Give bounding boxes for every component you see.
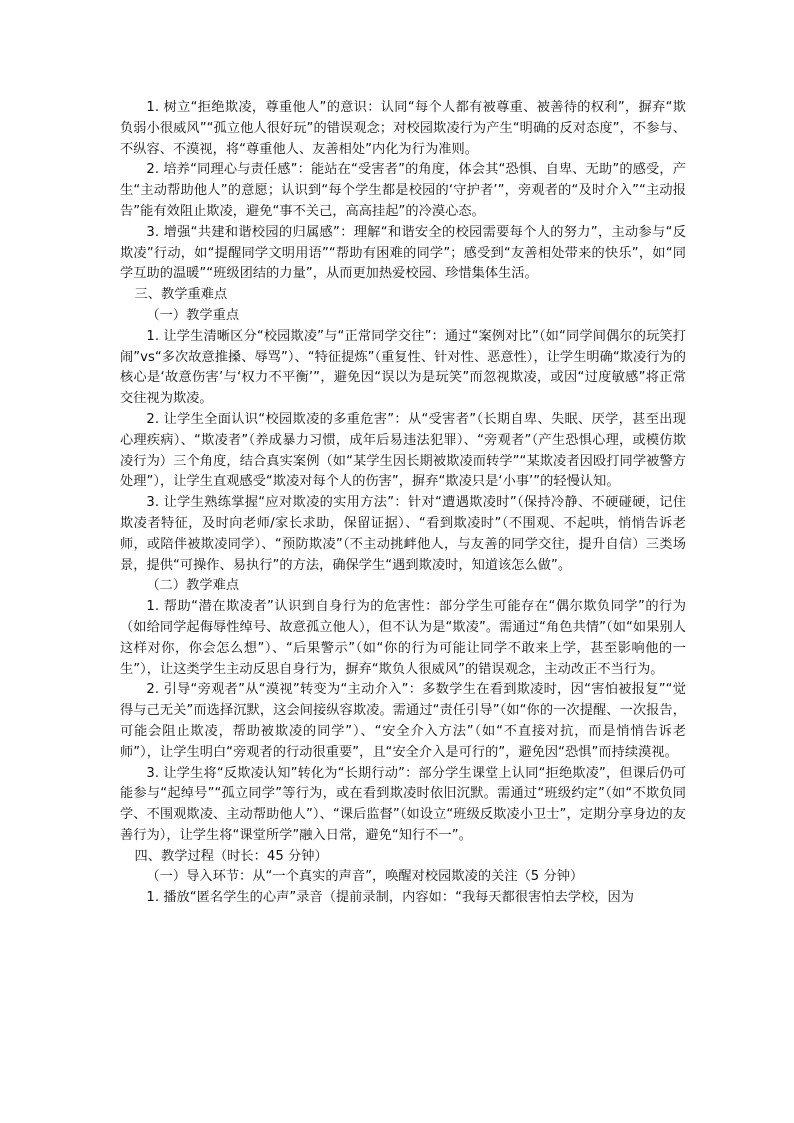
paragraph-goal-belonging: 3. 增强“共建和谐校园的归属感”：理解“和谐安全的校园需要每个人的努力”，主动参与“反欺凌”行动，如“提醒同学文明用语”“帮助有困难的同学”；感受到“友善相处带来的快乐”，如“同学互助的温暖”“班级团结的力量”，从而更加热爱校园、珍惜集体生活。: [120, 224, 686, 282]
paragraph-goal-respect: 1. 树立“拒绝欺凌，尊重他人”的意识：认同“每个人都有被尊重、被善待的权利”，摒弃“欺负弱小很威风”“孤立他人很好玩”的错误观念；对校园欺凌行为产生“明确的反对态度”，不参与、不纵容、不漠视，将“尊重他人、友善相处”内化为行为准则。: [120, 100, 686, 157]
subheading-key-points: （一）教学重点: [146, 307, 240, 323]
paragraph-key-distinguish: 1. 让学生清晰区分“校园欺凌”与“正常同学交往”：通过“案例对比”（如“同学间偶尔的玩笑打闹”vs“多次故意推搡、辱骂”）、“特征提炼”（重复性、针对性、恶意性），让学生明确“欺凌行为的核心是‘故意伤害’与‘权力不平衡’”，避免因“误以为是玩笑”而忽视欺凌，或因“过度敏感”将正常交往视为欺凌。: [120, 328, 686, 407]
paragraph-intro-audio: 1. 播放“匿名学生的心声”录音（提前录制，内容如：“我每天都很害怕去学校，因为: [146, 890, 635, 906]
paragraph-goal-empathy: 2. 培养“同理心与责任感”：能站在“受害者”的角度，体会其“恐惧、自卑、无助”的感受，产生“主动帮助他人”的意愿；认识到“每个学生都是校园的‘守护者’”，旁观者的“及时介入”“主动报告”能有效阻止欺凌，避免“事不关己，高高挂起”的冷漠心态。: [120, 162, 686, 219]
paragraph-diff-long-term-action: 3. 让学生将“反欺凌认知”转化为“长期行动”：部分学生课堂上认同“拒绝欺凌”，但课后仍可能参与“起绰号”“孤立同学”等行为，或在看到欺凌时依旧沉默。需通过“班级约定”（如“不欺负同学、不围观欺凌、主动帮助他人”）、“课后监督”（如设立“班级反欺凌小卫士”，定期分享身边的友善行为），让学生将“课堂所学”融入日常，避免“知行不一”。: [120, 765, 686, 843]
section-heading-key-difficult-points: 三、教学重难点: [134, 287, 228, 303]
subheading-difficulties: （二）教学难点: [146, 578, 240, 594]
paragraph-key-methods: 3. 让学生熟练掌握“应对欺凌的实用方法”：针对“遭遇欺凌时”（保持冷静、不硬碰硬，记住欺凌者特征，及时向老师/家长求助，保留证据）、“看到欺凌时”（不围观、不起哄，悄悄告诉老师，或陪伴被欺凌同学）、“预防欺凌”（不主动挑衅他人，与友善的同学交往，提升自信）三类场景，提供“可操作、易执行”的方法，确保学生“遇到欺凌时，知道该怎么做”。: [120, 495, 686, 573]
paragraph-key-harm: 2. 让学生全面认识“校园欺凌的多重危害”：从“受害者”（长期自卑、失眠、厌学，甚至出现心理疾病）、“欺凌者”（养成暴力习惯，成年后易违法犯罪）、“旁观者”（产生恐惧心理，或模仿欺凌行为）三个角度，结合真实案例（如“某学生因长期被欺凌而转学”“某欺凌者因殴打同学被警方处理”），让学生直观感受“欺凌对每个人的伤害”，摒弃“欺凌只是‘小事’”的轻慢认知。: [120, 411, 686, 490]
section-heading-teaching-process: 四、教学过程（时长：45 分钟）: [134, 848, 328, 864]
subheading-introduction: （一）导入环节：从“一个真实的声音”，唤醒对校园欺凌的关注（5 分钟）: [146, 869, 584, 885]
paragraph-diff-bystanders: 2. 引导“旁观者”从“漠视”转变为“主动介入”：多数学生在看到欺凌时，因“害怕被报复”“觉得与己无关”而选择沉默，这会间接纵容欺凌。需通过“责任引导”（如“你的一次提醒、一次报告，可能会阻止欺凌，帮助被欺凌的同学”）、“安全介入方法”（如“不直接对抗，而是悄悄告诉老师”），让学生明白“旁观者的行动很重要”，且“安全介入是可行的”，避免因“恐惧”而持续漠视。: [120, 682, 686, 760]
document-page: [120, 98, 686, 909]
paragraph-diff-potential-bullies: 1. 帮助“潜在欺凌者”认识到自身行为的危害性：部分学生可能存在“偶尔欺负同学”的行为（如给同学起侮辱性绰号、故意孤立他人），但不认为是“欺凌”。需通过“角色共情”（如“如果别人这样对你，你会怎么想”）、“后果警示”（如“你的行为可能让同学不敢来上学，甚至影响他的一生”），让这类学生主动反思自身行为，摒弃“欺负人很威风”的错误观念，主动改正不当行为。: [120, 599, 686, 677]
